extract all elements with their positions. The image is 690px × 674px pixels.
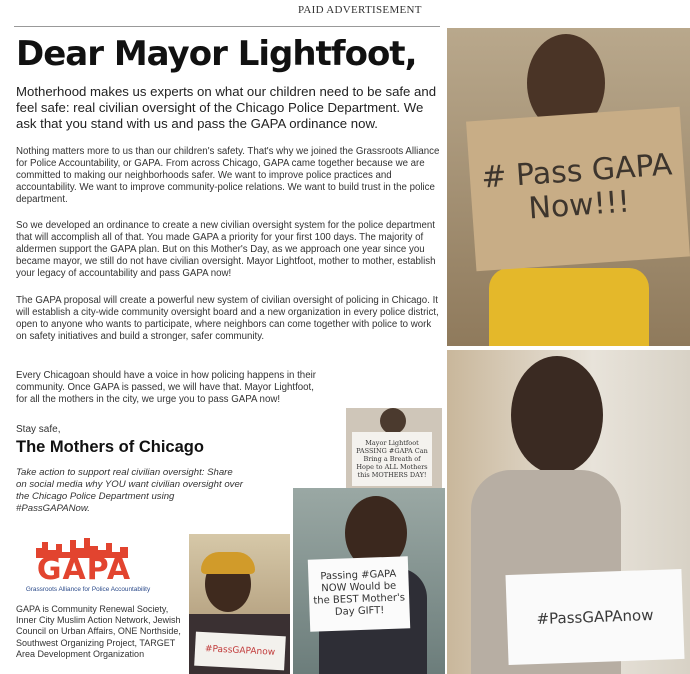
- letter-headline: Dear Mayor Lightfoot,: [16, 34, 417, 74]
- photo-mother-hashtag-sign: [447, 350, 690, 674]
- cardboard-sign: # Pass GAPA Now!!!: [466, 107, 690, 272]
- gapa-logo-tagline: Grassroots Alliance for Police Accountability: [25, 586, 151, 593]
- headwrap: [201, 552, 255, 574]
- photo-mother-pass-gapa-now: [447, 28, 690, 346]
- letter-paragraph-2: So we developed an ordinance to create a new civilian oversight system for the police department that will accomplish all of that. You made GAPA a priority for your first 100 days. The majority of aldermen support the GAPA plan. But on this Mother's Day, as we approach one year since you became mayor, we still do not have civilian oversight. Mayor Lightfoot, mother to mother, establish your legacy of accountability and pass GAPA now!: [16, 220, 436, 279]
- paper-sign: Passing #GAPA NOW Would be the BEST Mother's Day GIFT!: [308, 556, 410, 631]
- paid-advertisement-label: PAID ADVERTISEMENT: [298, 4, 422, 16]
- letter-paragraph-3: The GAPA proposal will create a powerful new system of civilian oversight of policing in Chicago. It will establish a city-wide community oversight board and a new organization in every police district, open to anyone who wants to participate, where neighbors can come together with police to work on safety initiatives and build a stronger, safer community.: [16, 295, 439, 342]
- photo-mother-headwrap: [189, 534, 290, 674]
- photo-daughter-best-gift-sign: [293, 488, 445, 674]
- gapa-logo-wordmark: GAPA: [36, 552, 132, 587]
- paper-sign: Mayor Lightfoot PASSING #GAPA Can Bring a Breath of Hope to ALL Mothers this MOTHERS DAY!: [352, 432, 432, 486]
- coalition-members: GAPA is Community Renewal Society, Inner City Muslim Action Network, Jewish Council on Urban Affairs, ONE Northside, Southwest Organizing Project, TARGET Area Development Organization: [16, 604, 181, 659]
- yellow-shirt: [489, 268, 649, 346]
- header-rule: [14, 26, 440, 27]
- person-head: [380, 408, 406, 434]
- call-to-action: Take action to support real civilian oversight: Share on social media why YOU want civilian oversight over the Chicago Police Department using #PassGAPANow.: [16, 467, 243, 514]
- letter-closing: Stay safe,: [16, 424, 61, 435]
- paper-sign: #PassGAPAnow: [194, 632, 286, 671]
- paper-sign: #PassGAPAnow: [505, 569, 684, 665]
- letter-signature: The Mothers of Chicago: [16, 438, 204, 456]
- letter-lede: Motherhood makes us experts on what our children need to be safe and feel safe: real civilian oversight of the Chicago Police Department. We ask that you stand with us and pass the GAPA ordinance now.: [16, 84, 437, 131]
- person-head: [511, 356, 603, 474]
- letter-paragraph-1: Nothing matters more to us than our children's safety. That's why we joined the Grassroots Alliance for Police Accountability, or GAPA. From across Chicago, GAPA came together because we are committed to making our neighborhoods safer. We want to improve police practices and accountability. We want to improve community-police relations. We want to build trust in the police department.: [16, 146, 440, 205]
- gapa-logo: [18, 538, 150, 600]
- letter-paragraph-4: Every Chicagoan should have a voice in how policing happens in their community. Once GAPA is passed, we will have that. Mayor Lightfoot, for all the mothers in the city, we urge you to pass GAPA now!: [16, 370, 316, 405]
- photo-mayor-lightfoot-sign: [346, 408, 442, 488]
